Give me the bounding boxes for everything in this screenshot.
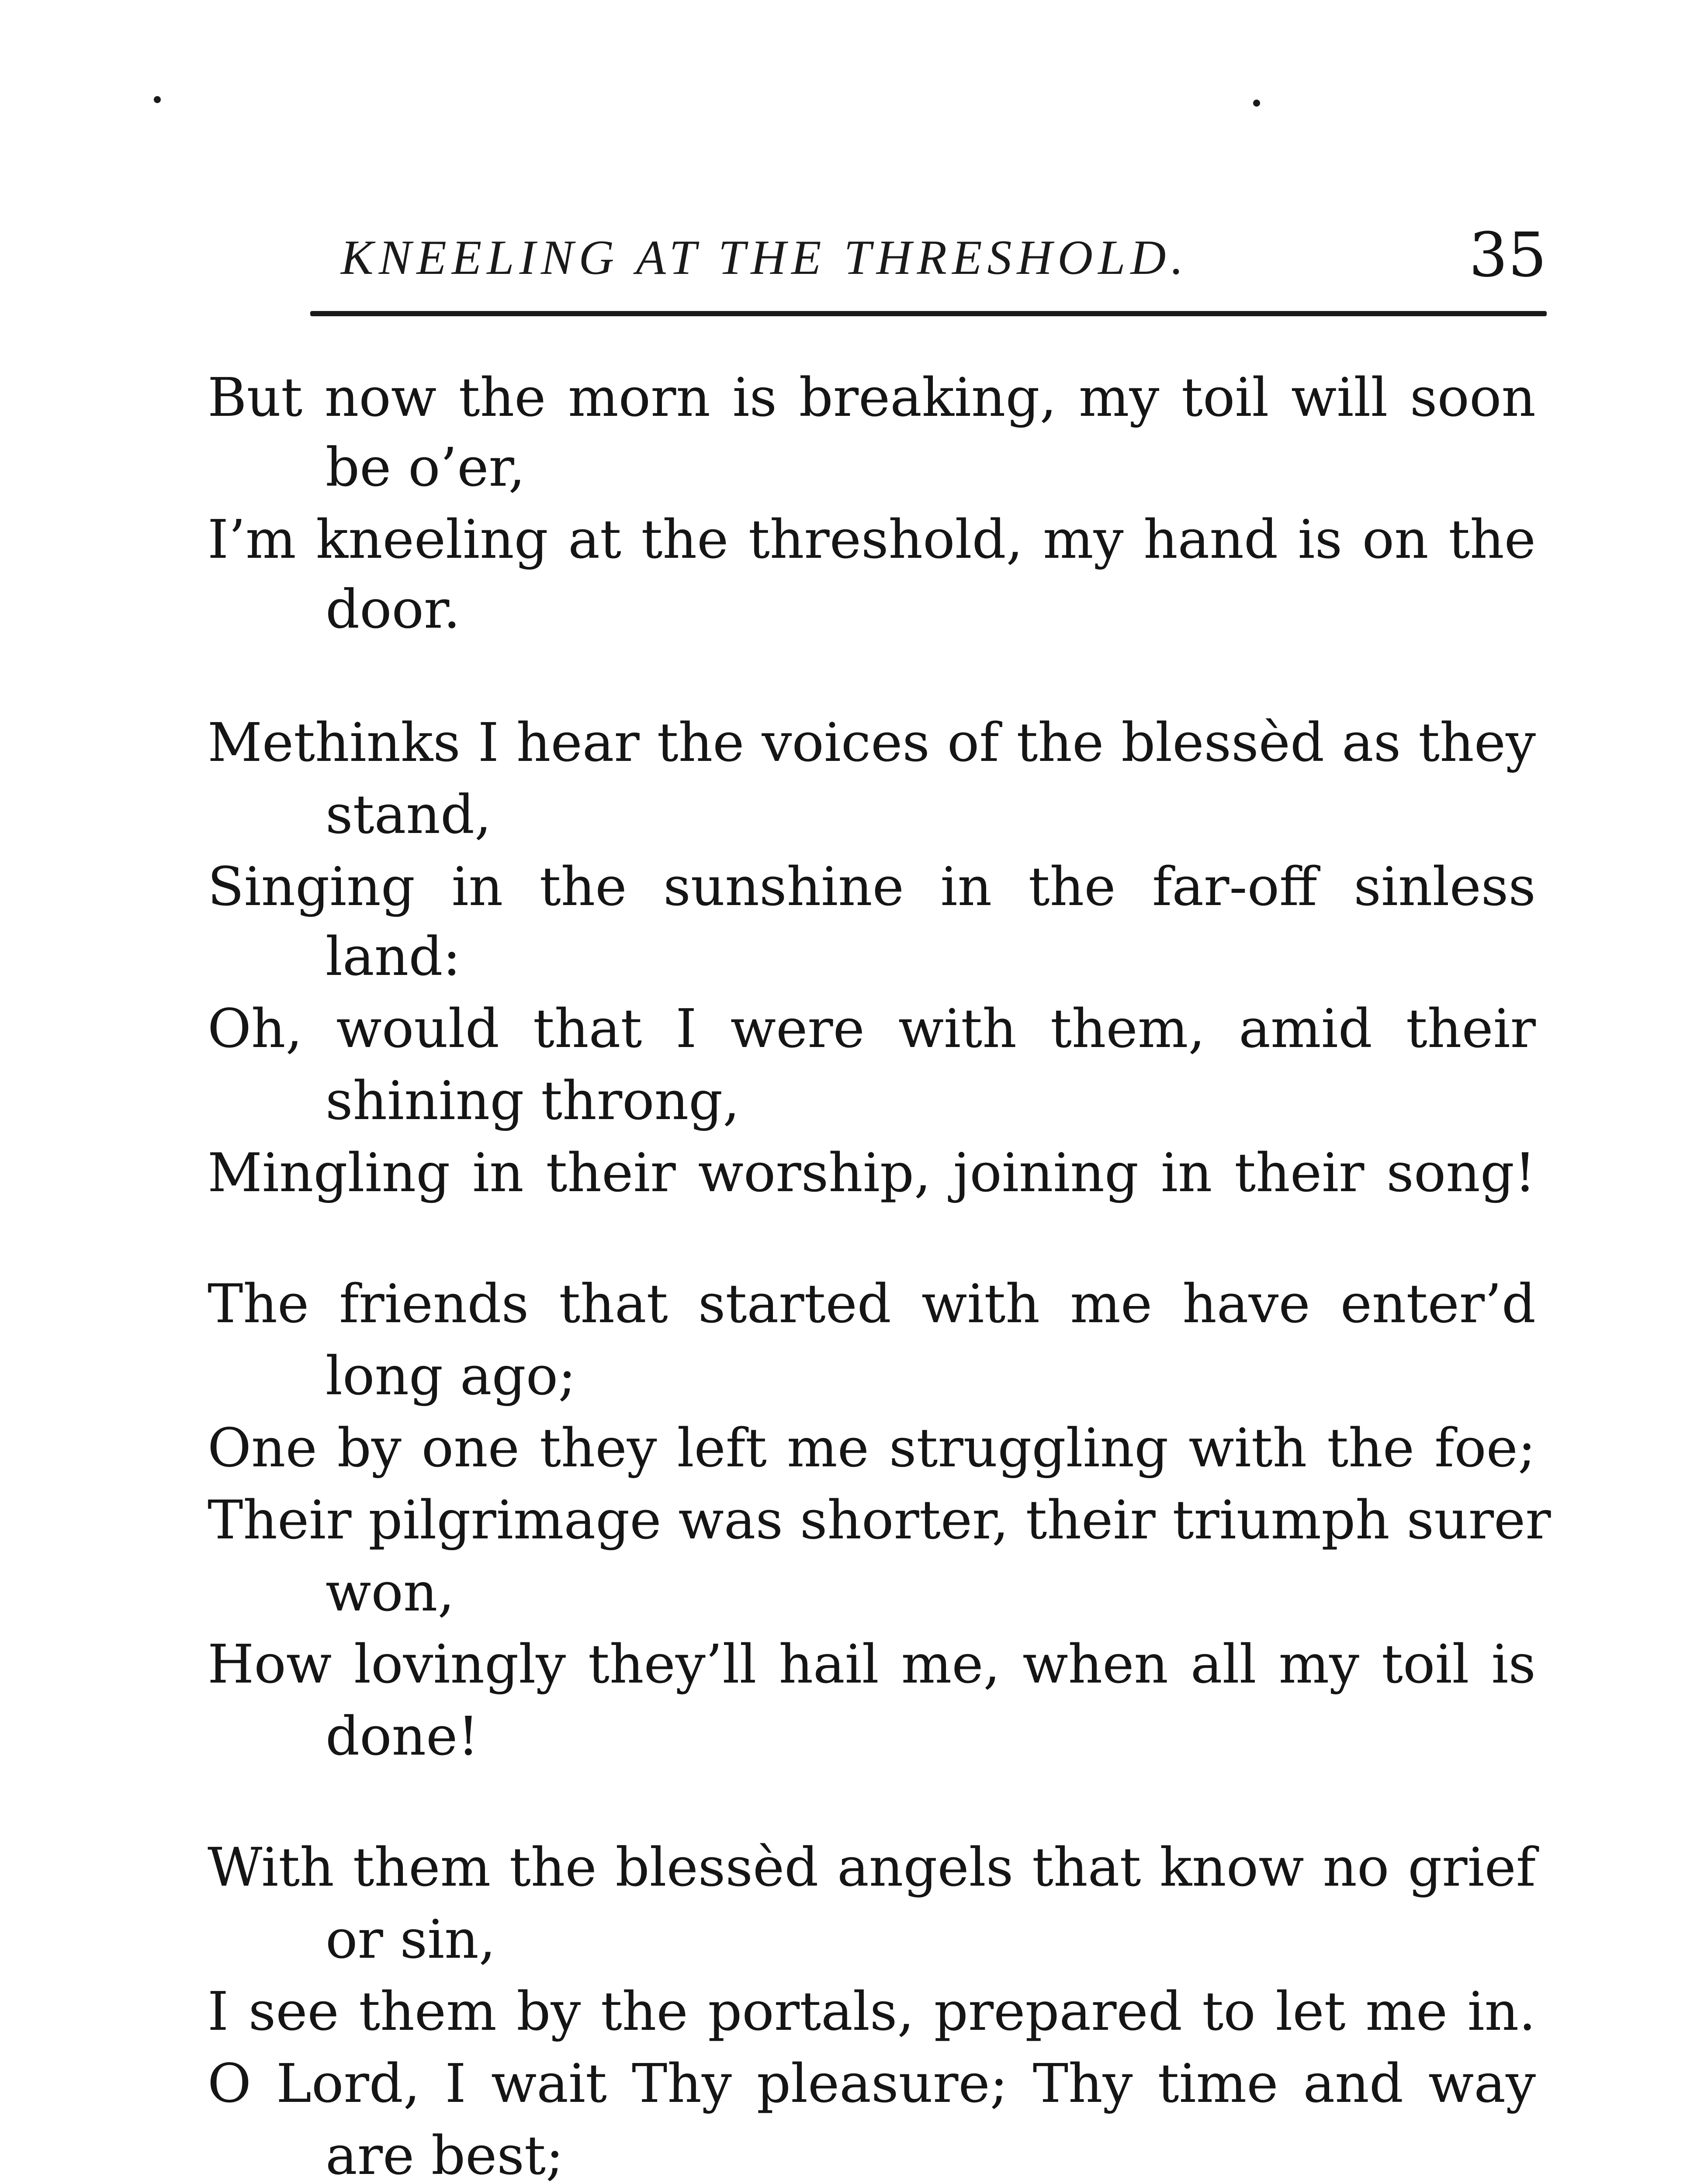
poem-line: I see them by the portals, prepared to let me in. xyxy=(208,1980,1536,2042)
poem-line: But now the morn is breaking, my toil will soon xyxy=(208,366,1536,429)
poem-line: One by one they left me struggling with the foe; xyxy=(208,1417,1536,1479)
poem-line: O Lord, I wait Thy pleasure; Thy time and way xyxy=(208,2053,1536,2115)
page-number: 35 xyxy=(1468,220,1547,291)
poem-line: Methinks I hear the voices of the blessèd as they xyxy=(208,712,1536,774)
poem-line: be o’er, xyxy=(326,436,526,498)
poem-line: The friends that started with me have enter’d xyxy=(208,1273,1536,1335)
poem-line: long ago; xyxy=(326,1345,576,1407)
poem-line: Mingling in their worship, joining in their song! xyxy=(208,1142,1536,1204)
poem-line: won, xyxy=(326,1561,455,1623)
poem-line: are best; xyxy=(326,2125,564,2184)
poem-line: door. xyxy=(326,578,461,640)
poem-line: or sin, xyxy=(326,1908,496,1970)
poem-line: With them the blessèd angels that know no grief xyxy=(208,1836,1536,1898)
poem-line: Oh, would that I were with them, amid their xyxy=(208,998,1536,1060)
running-header-title: KNEELING AT THE THRESHOLD. xyxy=(341,231,1189,285)
poem-line: done! xyxy=(326,1705,479,1767)
poem-line: Singing in the sunshine in the far-off sinless xyxy=(208,856,1536,918)
ink-speck xyxy=(1253,100,1260,107)
poem-line: I’m kneeling at the threshold, my hand is on the xyxy=(208,508,1536,570)
header-rule xyxy=(310,311,1547,316)
poem-line: land: xyxy=(326,926,461,988)
poem-line: How lovingly they’ll hail me, when all my toil is xyxy=(208,1633,1536,1695)
ink-speck xyxy=(154,96,161,103)
poem-line: Their pilgrimage was shorter, their triumph surer xyxy=(208,1489,1551,1551)
poem-line: shining throng, xyxy=(326,1070,740,1132)
poem-line: stand, xyxy=(326,784,492,846)
